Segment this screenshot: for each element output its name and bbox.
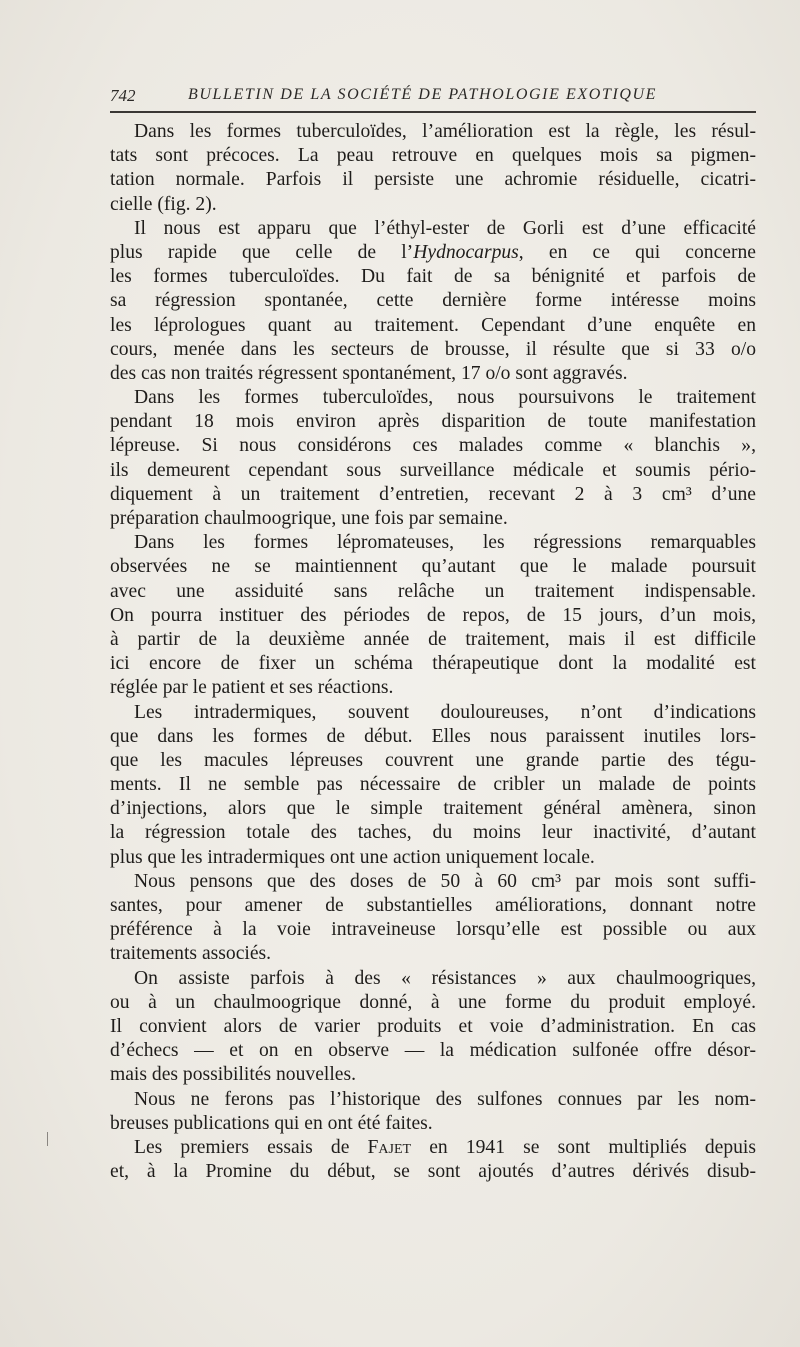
text-line: et, à la Promine du début, se sont ajoutés d’autres dérivés disub- <box>110 1161 756 1183</box>
text-line: réglée par le patient et ses réactions. <box>110 677 394 699</box>
text-line: traitements associés. <box>110 943 272 965</box>
text-line: préparation chaulmoogrique, une fois par semaine. <box>110 508 508 529</box>
text-line: santes, pour amener de substantielles améliorations, donnant notre <box>110 895 756 916</box>
text-line: Dans les formes lépromateuses, les régressions remarquables <box>134 532 756 554</box>
text-line: Les premiers essais de Fajet en 1941 se sont multipliés depuis <box>134 1136 757 1158</box>
text-line: Dans les formes tuberculoïdes, l’amélioration est la règle, les résul- <box>134 121 756 142</box>
text-line: Il convient alors de varier produits et voie d’administration. En cas <box>110 1015 756 1037</box>
text-line: Nous pensons que des doses de 50 à 60 cm³ par mois sont suffi- <box>134 870 756 892</box>
text-line: ils demeurent cependant sous surveillance médicale et soumis pério- <box>110 459 756 481</box>
text-line: ou à un chaulmoogrique donné, à une forme du produit employé. <box>110 991 756 1013</box>
text-line: On pourra instituer des périodes de repos, de 15 jours, d’un mois, <box>110 604 756 626</box>
text-line: la régression totale des taches, du moins leur inactivité, d’autant <box>110 822 756 844</box>
text-line: mais des possibilités nouvelles. <box>110 1064 356 1086</box>
text-line: préférence à la voie intraveineuse lorsqu’elle est possible ou aux <box>110 919 756 941</box>
text-line: à partir de la deuxième année de traitement, mais il est difficile <box>110 628 756 650</box>
text-line: Les intradermiques, souvent douloureuses, n’ont d’indications <box>134 701 756 723</box>
text-line: d’échecs — et on en observe — la médication sulfonée offre désor- <box>110 1040 756 1062</box>
italic-term: Hydnocarpus <box>413 241 519 263</box>
text-line: les léprologues quant au traitement. Cependant d’une enquête en <box>110 314 756 336</box>
text-line: que les macules lépreuses couvrent une grande partie des tégu- <box>110 749 756 771</box>
running-title: BULLETIN DE LA SOCIÉTÉ DE PATHOLOGIE EXOTIQUE <box>188 86 658 103</box>
text-line: cielle (fig. 2). <box>110 193 217 215</box>
text-line: cours, menée dans les secteurs de brousse, il résulte que si 33 o/o <box>110 338 756 360</box>
text-line: On assiste parfois à des « résistances » aux chaulmoogriques, <box>134 967 756 989</box>
text-line: sa régression spontanée, cette dernière forme intéresse moins <box>110 290 756 312</box>
text-line: ici encore de fixer un schéma thérapeutique dont la modalité est <box>110 653 756 675</box>
text-line: tation normale. Parfois il persiste une achromie résiduelle, cicatri- <box>110 169 756 191</box>
text-line: breuses publications qui en ont été faites. <box>110 1112 433 1134</box>
text-line: observées ne se maintiennent qu’autant que le malade poursuit <box>110 556 756 578</box>
text-line: plus rapide que celle de l’Hydnocarpus, en ce qui concerne <box>110 241 757 263</box>
text-line: des cas non traités régressent spontanément, 17 o/o sont aggravés. <box>110 362 628 384</box>
page-number: 742 <box>110 86 136 105</box>
text-line: Il nous est apparu que l’éthyl-ester de Gorli est d’une efficacité <box>134 217 756 239</box>
text-line: lépreuse. Si nous considérons ces malades comme « blanchis », <box>110 435 756 457</box>
text-line: pendant 18 mois environ après disparition de toute manifestation <box>110 411 756 433</box>
text-line: Dans les formes tuberculoïdes, nous poursuivons le traitement <box>134 387 756 409</box>
text-line: Nous ne ferons pas l’historique des sulfones connues par les nom- <box>134 1088 756 1110</box>
body-text <box>110 120 756 1184</box>
header-rule <box>110 111 756 113</box>
text-line: avec une assiduité sans relâche un traitement indispensable. <box>110 580 756 602</box>
author-name: Fajet <box>367 1136 412 1158</box>
text-line: que dans les formes de début. Elles nous paraissent inutiles lors- <box>110 725 756 747</box>
text-line: diquement à un traitement d’entretien, recevant 2 à 3 cm³ d’une <box>110 483 756 505</box>
text-line: d’injections, alors que le simple traitement général amènera, sinon <box>110 798 756 820</box>
text-line: plus que les intradermiques ont une action uniquement locale. <box>110 846 595 868</box>
page-header <box>110 84 755 110</box>
text-line: les formes tuberculoïdes. Du fait de sa bénignité et parfois de <box>110 266 756 288</box>
margin-mark <box>47 1132 48 1146</box>
text-line: ments. Il ne semble pas nécessaire de cribler un malade de points <box>110 774 756 796</box>
text-line: tats sont précoces. La peau retrouve en quelques mois sa pigmen- <box>110 145 756 167</box>
